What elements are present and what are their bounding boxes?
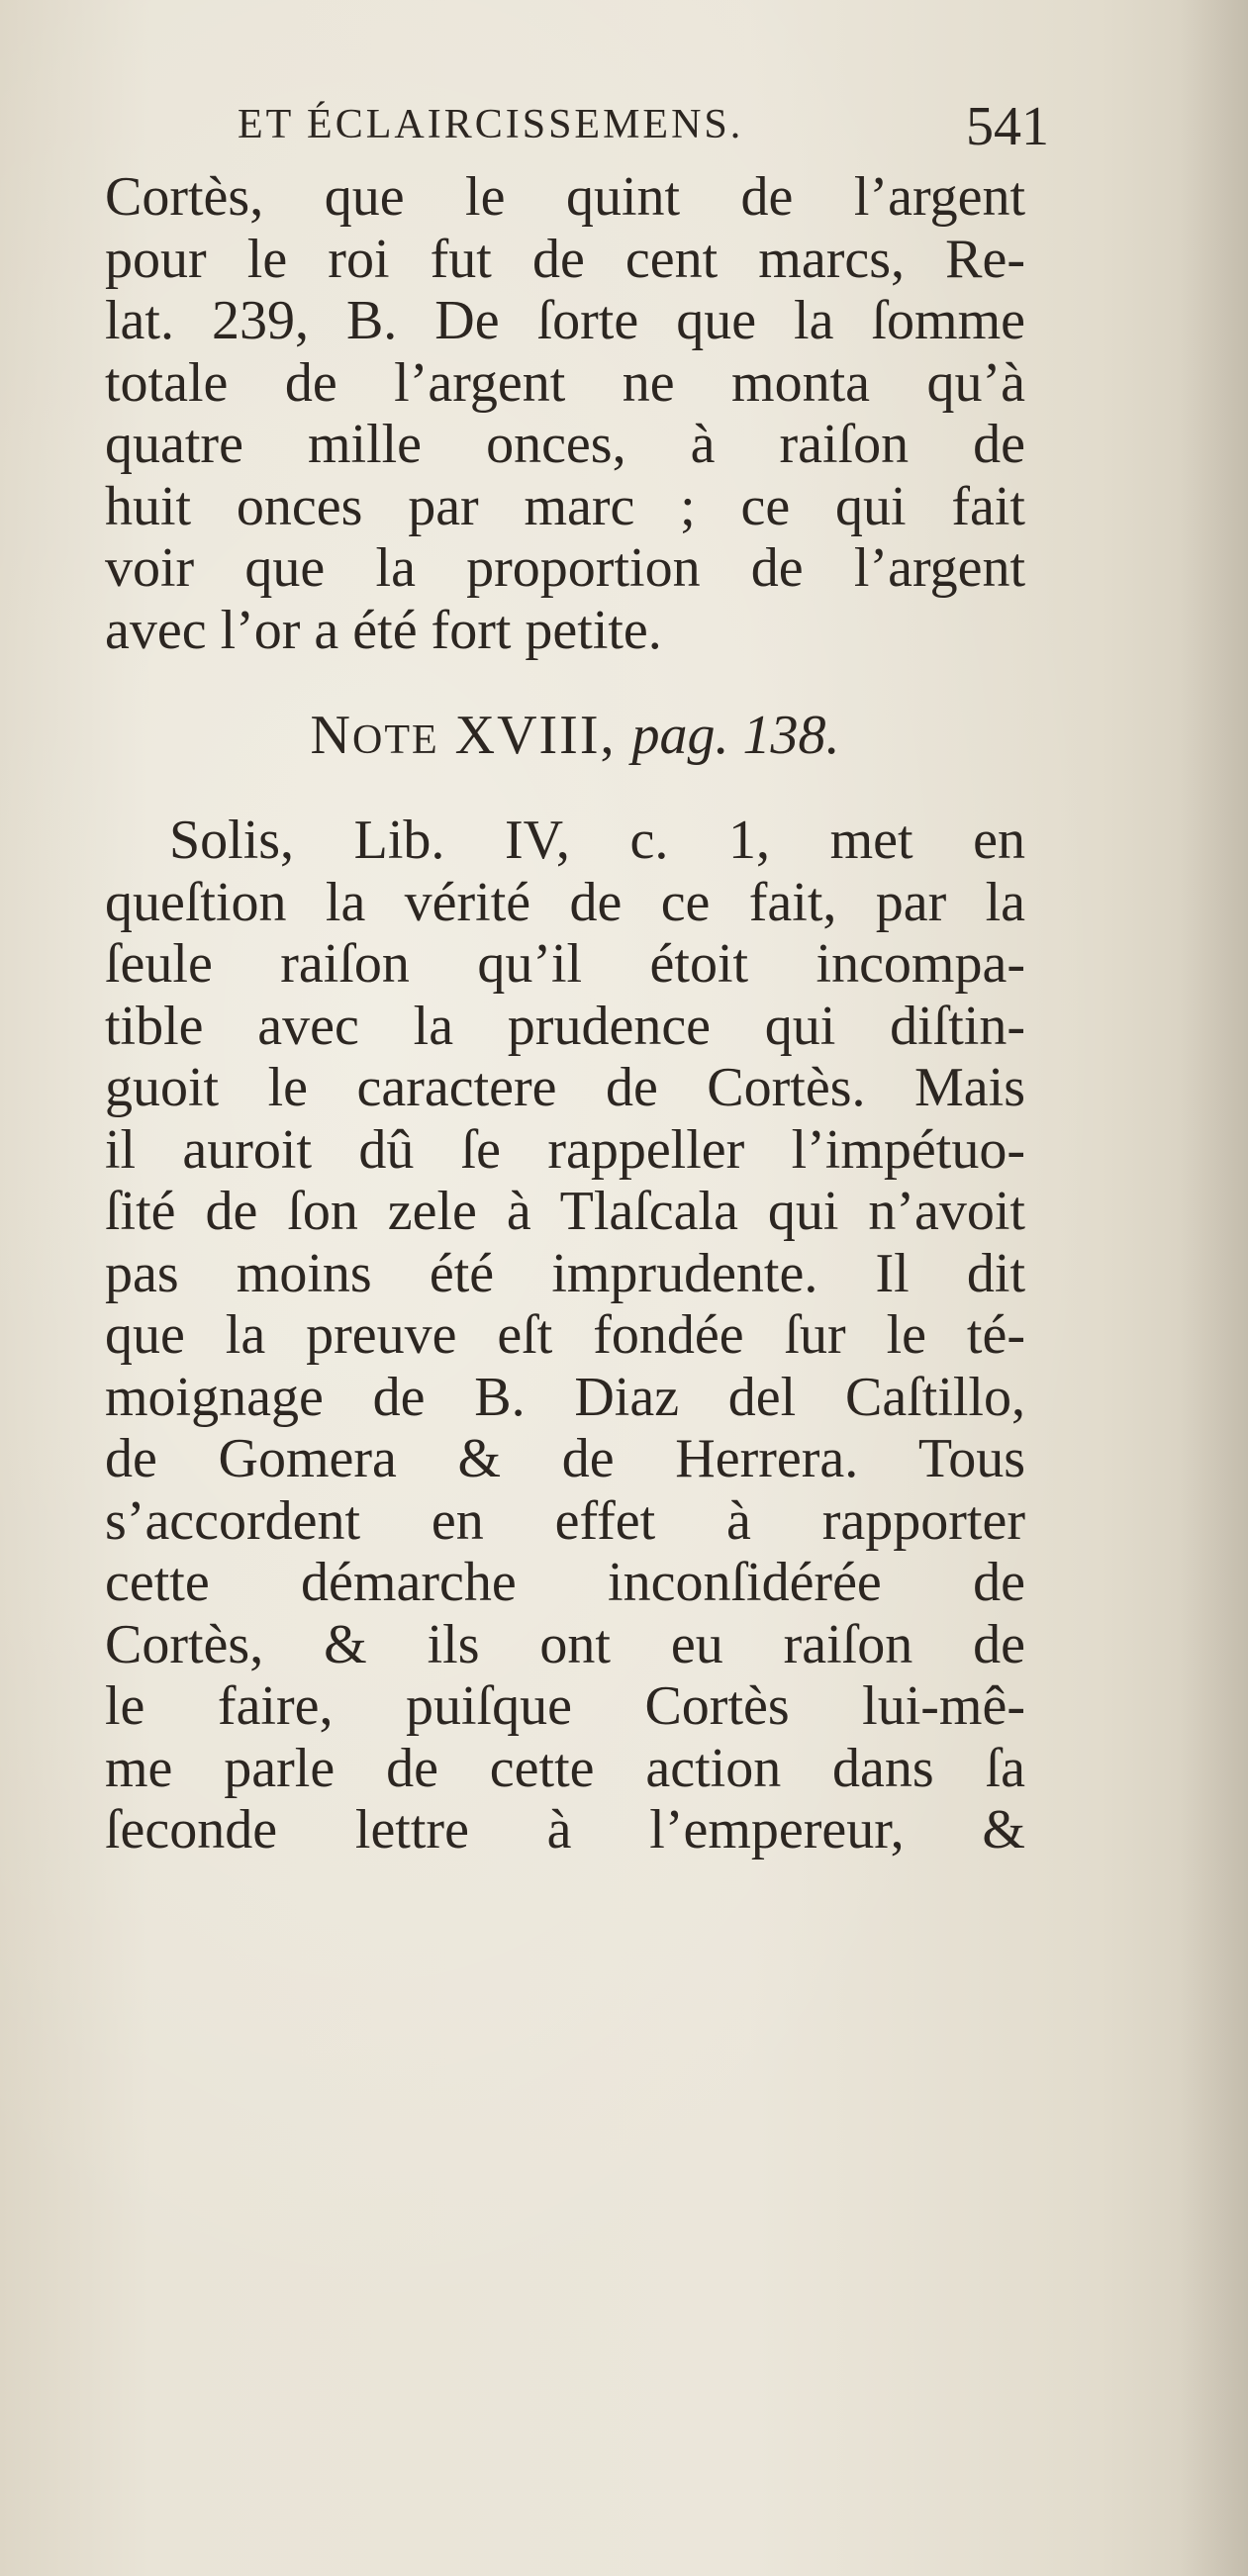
text-line: ſité de ſon zele à Tlaſcala qui n’avoit: [105, 1181, 1025, 1242]
text-line: pas moins été imprudente. Il dit: [105, 1242, 1025, 1304]
note-label-initial: N: [310, 705, 352, 766]
text-line: que la preuve eſt fondée ſur le té-: [105, 1304, 1025, 1366]
text-line: ſeule raiſon qu’il étoit incompa-: [105, 933, 1025, 995]
text-line: Solis, Lib. IV, c. 1, met en: [169, 810, 1025, 871]
text-line: quatre mille onces, à raiſon de: [105, 414, 1025, 475]
text-line: me parle de cette action dans ſa: [105, 1737, 1025, 1799]
text-line: s’accordent en effet à rapporter: [105, 1489, 1025, 1552]
text-line: lat. 239, B. De ſorte que la ſomme: [105, 290, 1025, 351]
text-line: huit onces par marc ; ce qui fait: [105, 475, 1025, 537]
text-line: Cortès, que le quint de l’argent: [105, 166, 1025, 228]
running-title: ET ÉCLAIRCISSEMENS.: [238, 102, 744, 147]
note-page-ref: pag. 138.: [631, 705, 840, 766]
text-line: voir que la proportion de l’argent: [105, 537, 1025, 599]
text-line: totale de l’argent ne monta qu’à: [105, 351, 1025, 414]
text-line: Cortès, & ils ont eu raiſon de: [105, 1613, 1025, 1675]
text-line: avec l’or a été fort petite.: [105, 599, 662, 661]
text-line: ſeconde lettre à l’empereur, &: [105, 1799, 1025, 1860]
note-label-rest: OTE: [351, 717, 439, 763]
text-line: pour le roi fut de cent marcs, Re-: [105, 228, 1025, 290]
paragraph-1: [105, 166, 1025, 661]
text-line: le faire, puiſque Cortès lui-mê-: [105, 1675, 1025, 1737]
text-line: il auroit dû ſe rappeller l’impétuo-: [105, 1118, 1025, 1181]
note-numeral: XVIII,: [454, 705, 617, 766]
text-line: de Gomera & de Herrera. Tous: [105, 1428, 1025, 1489]
text-line: cette démarche inconſidérée de: [105, 1552, 1025, 1613]
text-block: [105, 166, 1025, 1861]
text-line: tible avec la prudence qui diſtin-: [105, 995, 1025, 1057]
text-line: moignage de B. Diaz del Caſtillo,: [105, 1366, 1025, 1428]
paragraph-2: [105, 810, 1025, 1861]
note-heading: [105, 661, 1025, 810]
page-number: 541: [966, 96, 1049, 157]
text-line: queſtion la vérité de ce fait, par la: [105, 871, 1025, 933]
text-line: guoit le caractere de Cortès. Mais: [105, 1057, 1025, 1118]
running-head: [238, 95, 1049, 164]
